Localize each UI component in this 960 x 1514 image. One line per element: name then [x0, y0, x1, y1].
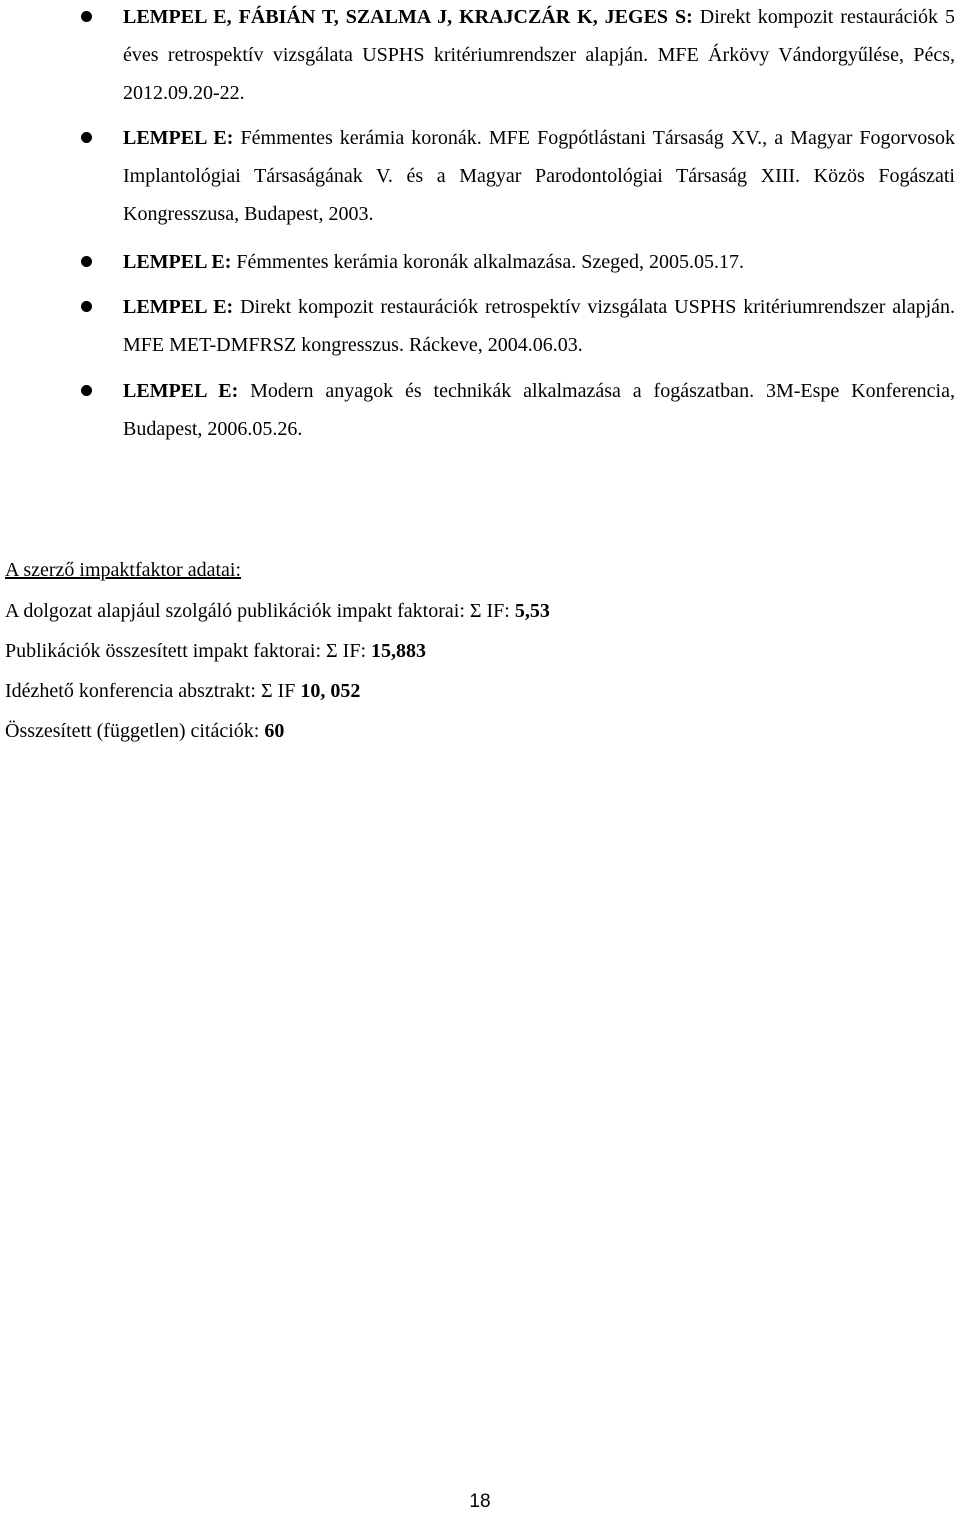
impact-heading: A szerző impaktfaktor adatai: [5, 559, 242, 581]
impact-value: 60 [264, 720, 285, 742]
publication-authors: LEMPEL E: [123, 251, 232, 273]
publication-authors: LEMPEL E: [123, 380, 239, 402]
impact-line-total [5, 637, 426, 665]
impact-label: Összesített (független) citációk: [5, 720, 260, 742]
impact-value: 15,883 [371, 640, 427, 662]
publication-item [123, 0, 955, 112]
impact-label: A dolgozat alapjául szolgáló publikációk impakt faktorai: Σ IF: [5, 600, 510, 622]
publication-authors: LEMPEL E, FÁBIÁN T, SZALMA J, KRAJCZÁR K, JEGES S: [123, 6, 693, 28]
publication-item [123, 119, 955, 233]
impact-line-citations [5, 717, 284, 745]
impact-line-abstracts [5, 677, 360, 705]
publication-item [123, 372, 955, 448]
publication-authors: LEMPEL E: [123, 127, 234, 149]
publication-details: Direkt kompozit restaurációk retrospektív vizsgálata USPHS kritériumrendszer alapján. MFE MET-DMFRSZ kongresszus. Ráckeve, 2004.06.03. [123, 296, 956, 356]
bullet-icon [81, 385, 92, 396]
impact-value: 5,53 [514, 600, 550, 622]
publication-details: Fémmentes kerámia koronák alkalmazása. Szeged, 2005.05.17. [236, 251, 744, 273]
bullet-icon [81, 132, 92, 143]
publication-details: Modern anyagok és technikák alkalmazása a fogászatban. 3M-Espe Konferencia, Budapest, 2006.05.26. [123, 380, 955, 440]
publication-item [123, 288, 955, 364]
impact-label: Idézhető konferencia absztrakt: Σ IF [5, 680, 296, 702]
publication-details: Fémmentes kerámia koronák. MFE Fogpótlástani Társaság XV., a Magyar Fogorvosok Implantológiai Társaságának V. és a Magyar Parodontológiai Társaság XIII. Közös Fogászati Kongresszusa, Budapest, 2003. [123, 127, 956, 225]
impact-line-thesis [5, 597, 550, 625]
bullet-icon [81, 11, 92, 22]
impact-value: 10, 052 [300, 680, 361, 702]
bullet-icon [81, 256, 92, 267]
publication-details: Direkt kompozit restaurációk 5 éves retrospektív vizsgálata USPHS kritériumrendszer alapján. MFE Árkövy Vándorgyűlése, Pécs, 2012.09.20-22. [123, 6, 955, 104]
publication-authors: LEMPEL E: [123, 296, 234, 318]
page-number: 18 [469, 1491, 491, 1512]
publication-item [123, 243, 955, 281]
impact-label: Publikációk összesített impakt faktorai: Σ IF: [5, 640, 367, 662]
bullet-icon [81, 301, 92, 312]
